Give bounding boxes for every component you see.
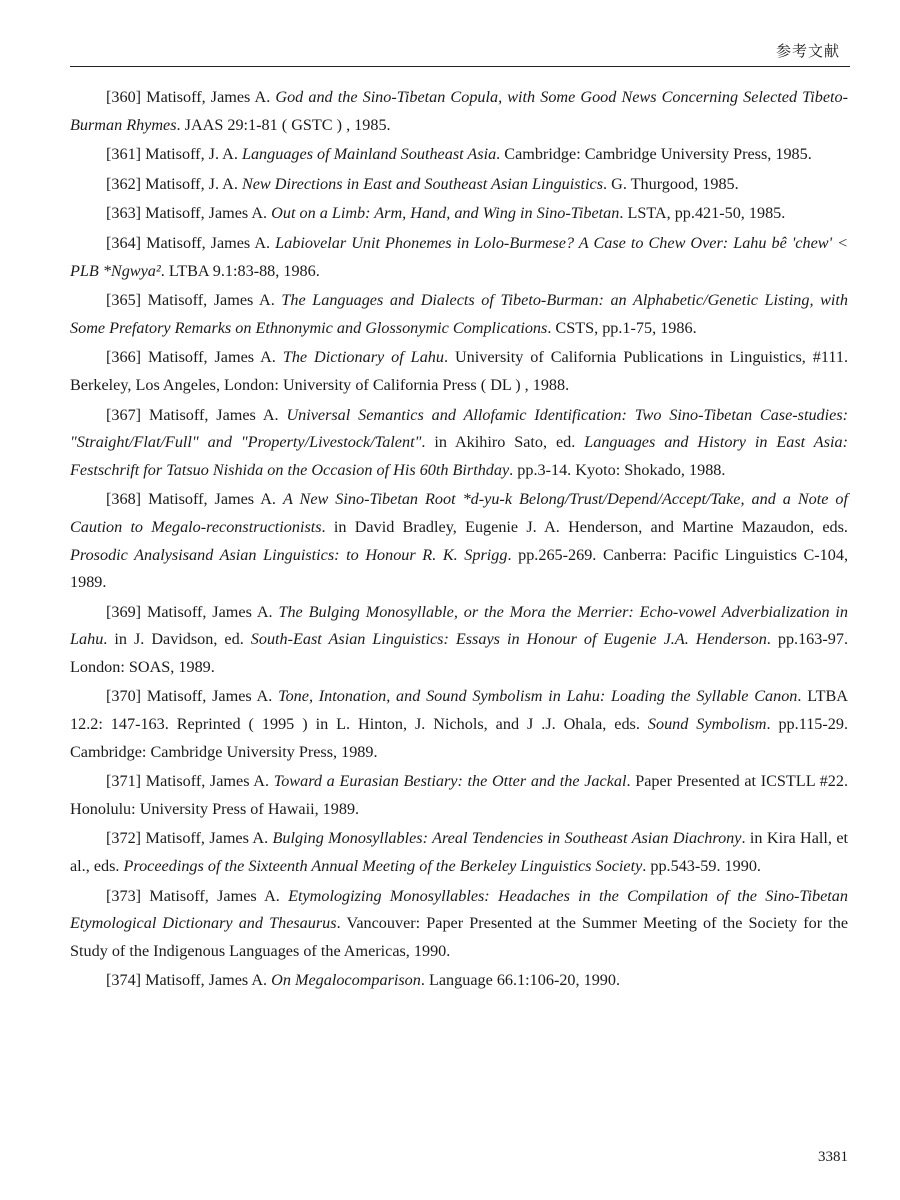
reference-title: Proceedings of the Sixteenth Annual Meeting of the Berkeley Linguistics Society bbox=[123, 857, 643, 876]
reference-title: Prosodic Analysisand Asian Linguistics: to Honour R. K. Sprigg bbox=[70, 545, 508, 564]
reference-number: [372] bbox=[106, 829, 142, 848]
reference-number: [364] bbox=[106, 233, 142, 252]
reference-entry bbox=[70, 883, 848, 966]
reference-text: . LSTA, pp.421-50, 1985. bbox=[619, 204, 786, 223]
reference-text: . G. Thurgood, 1985. bbox=[603, 174, 739, 193]
reference-text: Matisoff, James A. bbox=[148, 348, 283, 367]
reference-number: [367] bbox=[106, 405, 142, 424]
reference-text: Matisoff, J. A. bbox=[145, 174, 242, 193]
reference-entry bbox=[70, 768, 848, 823]
reference-text: . pp.3-14. Kyoto: Shokado, 1988. bbox=[509, 460, 726, 479]
page-number: 3381 bbox=[818, 1149, 848, 1165]
reference-number: [371] bbox=[106, 772, 142, 791]
reference-text: Matisoff, James A. bbox=[145, 772, 274, 791]
reference-text: Matisoff, James A. bbox=[145, 829, 273, 848]
reference-text: . pp.163-97. London: SOAS, 1989. bbox=[70, 630, 848, 676]
reference-title: Etymologizing Monosyllables: Headaches in the Compilation of the Sino-Tibetan Etymological Dictionary and Thesaurus bbox=[70, 886, 848, 933]
reference-text: . Vancouver: Paper Presented at the Summer Meeting of the Society for the Study of the Indigenous Languages of the Americas, 1990. bbox=[70, 914, 849, 960]
reference-entry bbox=[70, 825, 848, 880]
reference-title: On Megalocomparison bbox=[271, 971, 421, 990]
reference-text: . JAAS 29:1-81 ( GSTC ) , 1985. bbox=[176, 115, 391, 134]
reference-text: Matisoff, James A. bbox=[145, 204, 272, 223]
reference-title: God and the Sino-Tibetan Copula, with Some Good News Concerning Selected Tibeto-Burman Rhymes bbox=[70, 88, 849, 134]
reference-list bbox=[70, 84, 848, 997]
reference-text: Matisoff, James A. bbox=[145, 971, 272, 990]
reference-number: [365] bbox=[106, 291, 142, 310]
reference-entry bbox=[70, 230, 848, 285]
reference-text: . in David Bradley, Eugenie J. A. Henderson, and Martine Mazaudon, eds. bbox=[321, 517, 848, 536]
reference-text: . Language 66.1:106-20, 1990. bbox=[420, 971, 621, 990]
reference-title: Labiovelar Unit Phonemes in Lolo-Burmese? A Case to Chew Over: Lahu bê 'chew' < PLB *Ngwya² bbox=[70, 233, 848, 280]
reference-text: . in J. Davidson, ed. bbox=[103, 630, 251, 649]
reference-title: Toward a Eurasian Bestiary: the Otter and the Jackal bbox=[273, 772, 627, 791]
reference-number: [360] bbox=[106, 88, 142, 106]
reference-text: . Paper Presented at ICSTLL #22. Honolulu: University Press of Hawaii, 1989. bbox=[70, 772, 848, 818]
reference-entry bbox=[70, 967, 848, 995]
reference-title: South-East Asian Linguistics: Essays in Honour of Eugenie J.A. Henderson bbox=[250, 630, 767, 649]
reference-entry bbox=[70, 402, 848, 485]
reference-text: Matisoff, James A. bbox=[146, 233, 276, 252]
reference-number: [363] bbox=[106, 204, 142, 223]
reference-entry bbox=[70, 599, 848, 682]
reference-title: Languages of Mainland Southeast Asia bbox=[241, 145, 497, 164]
header-title: 参考文献 bbox=[775, 44, 840, 60]
reference-number: [374] bbox=[106, 971, 142, 990]
reference-title: The Languages and Dialects of Tibeto-Burman: an Alphabetic/Genetic Listing, with Some Prefatory Remarks on Ethnonymic and Glossonymic Complications bbox=[70, 291, 848, 337]
reference-entry bbox=[70, 287, 848, 342]
reference-entry bbox=[70, 141, 848, 169]
reference-entry bbox=[70, 486, 848, 596]
reference-entry bbox=[70, 344, 848, 399]
reference-title: A New Sino-Tibetan Root *d-yu-k Belong/Trust/Depend/Accept/Take, and a Note of Caution to Megalo-reconstructionists bbox=[70, 490, 849, 536]
reference-entry bbox=[70, 683, 848, 766]
reference-text: Matisoff, James A. bbox=[146, 88, 276, 106]
reference-number: [361] bbox=[106, 145, 142, 164]
reference-number: [368] bbox=[106, 490, 142, 509]
reference-text: . pp.265-269. Canberra: Pacific Linguistics C-104, 1989. bbox=[70, 545, 848, 592]
reference-title: New Directions in East and Southeast Asian Linguistics bbox=[241, 174, 604, 193]
reference-number: [366] bbox=[106, 348, 142, 367]
reference-title: Sound Symbolism bbox=[647, 715, 767, 734]
reference-text: . in Kira Hall, et al., eds. bbox=[70, 829, 849, 876]
reference-text: . Cambridge: Cambridge University Press, 1985. bbox=[496, 145, 812, 164]
reference-text: . pp.115-29. Cambridge: Cambridge University Press, 1989. bbox=[70, 715, 849, 761]
reference-text: Matisoff, James A. bbox=[148, 405, 287, 424]
reference-number: [373] bbox=[106, 886, 142, 905]
reference-title: Universal Semantics and Allofamic Identification: Two Sino-Tibetan Case-studies: "Straight/Flat/Full" and "Property/Livestock/Talent" bbox=[70, 405, 849, 452]
reference-number: [362] bbox=[106, 174, 142, 193]
reference-title: Out on a Limb: Arm, Hand, and Wing in Sino-Tibetan bbox=[271, 204, 620, 223]
reference-text: . pp.543-59. 1990. bbox=[642, 857, 761, 876]
reference-text: Matisoff, James A. bbox=[146, 687, 279, 706]
reference-text: . LTBA 9.1:83-88, 1986. bbox=[160, 261, 320, 280]
running-header bbox=[70, 30, 850, 67]
reference-title: The Bulging Monosyllable, or the Mora the Merrier: Echo-vowel Adverbialization in Lahu bbox=[70, 602, 849, 649]
reference-title: The Dictionary of Lahu bbox=[282, 348, 444, 367]
reference-title: Bulging Monosyllables: Areal Tendencies in Southeast Asian Diachrony bbox=[272, 829, 742, 848]
reference-text: Matisoff, James A. bbox=[149, 886, 289, 905]
reference-title: Tone, Intonation, and Sound Symbolism in Lahu: Loading the Syllable Canon bbox=[278, 687, 798, 706]
reference-text: Matisoff, James A. bbox=[147, 291, 282, 310]
reference-text: . in Akihiro Sato, ed. bbox=[421, 433, 585, 452]
reference-entry bbox=[70, 84, 848, 139]
reference-text: Matisoff, J. A. bbox=[145, 145, 242, 164]
reference-text: . University of California Publications in Linguistics, #111. Berkeley, Los Angeles, London: University of California Press ( DL ) , 1988. bbox=[70, 348, 849, 394]
reference-number: [370] bbox=[106, 687, 142, 706]
reference-text: . CSTS, pp.1-75, 1986. bbox=[547, 318, 697, 337]
reference-entry bbox=[70, 171, 848, 199]
reference-text: . LTBA 12.2: 147-163. Reprinted ( 1995 ) in L. Hinton, J. Nichols, and J .J. Ohala, eds. bbox=[70, 687, 848, 734]
reference-text: Matisoff, James A. bbox=[148, 490, 283, 509]
reference-number: [369] bbox=[106, 602, 142, 621]
reference-entry bbox=[70, 200, 848, 228]
reference-text: Matisoff, James A. bbox=[146, 602, 279, 621]
reference-title: Languages and History in East Asia: Festschrift for Tatsuo Nishida on the Occasion of His 60th Birthday bbox=[70, 433, 848, 479]
